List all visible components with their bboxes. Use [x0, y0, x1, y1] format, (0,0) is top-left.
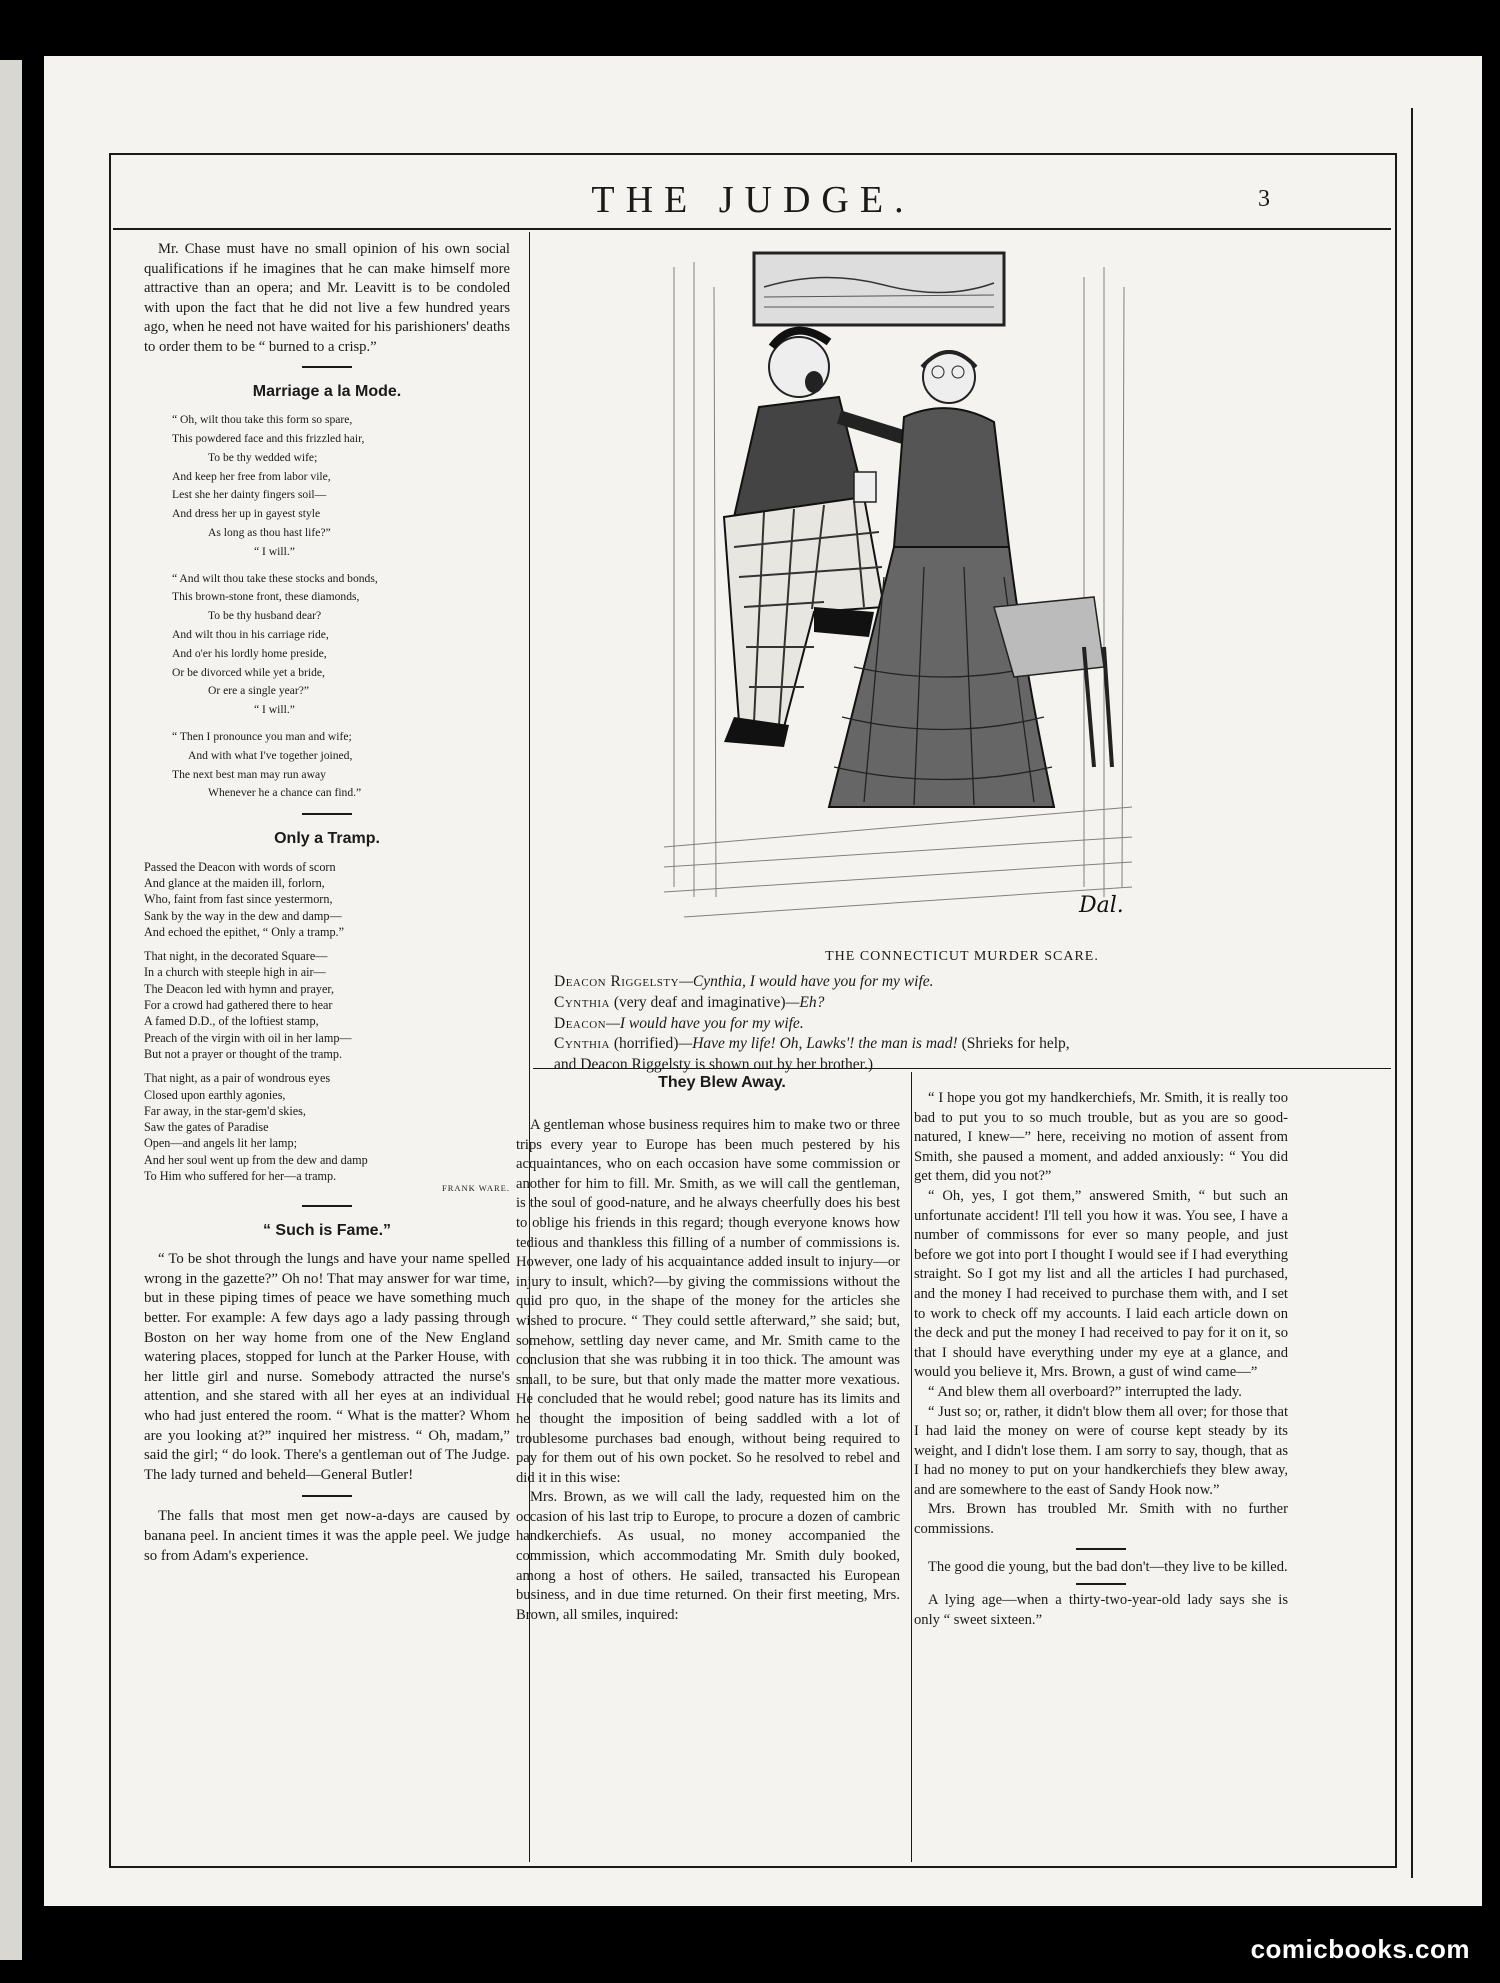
speech: —I would have you for my wife.	[606, 1014, 804, 1032]
poem-line: A famed D.D., of the loftiest stamp,	[144, 1014, 319, 1029]
article-body: “ And blew them all overboard?” interrupted the lady.	[928, 1383, 1242, 1400]
speech: —Eh?	[785, 993, 825, 1011]
dialogue-line	[554, 1034, 1286, 1055]
stage-note: (horrified)	[610, 1035, 679, 1053]
poem-line: “ And wilt thou take these stocks and bonds,	[172, 571, 378, 585]
cartoon-dialogue	[554, 972, 1286, 1076]
divider	[302, 813, 352, 815]
poem-line: Whenever he a chance can find.”	[208, 786, 362, 800]
poem-line: “ I will.”	[254, 703, 295, 717]
dialogue-line	[554, 1014, 1286, 1035]
poem-line: “ I will.”	[254, 544, 295, 558]
poem-line: And o'er his lordly home preside,	[172, 646, 327, 660]
speaker: Deacon Riggelsty	[554, 973, 680, 990]
poem-line: Who, faint from fast since yestermorn,	[144, 892, 333, 907]
speaker: Cynthia	[554, 1035, 610, 1053]
poem-line: For a crowd had gathered there to hear	[144, 998, 333, 1013]
cartoon-title: THE CONNECTICUT MURDER SCARE.	[825, 949, 1099, 964]
poem-marriage	[144, 411, 510, 803]
poem-line: Open—and angels lit her lamp;	[144, 1136, 297, 1151]
dialogue-line	[554, 972, 1286, 993]
cartoon-illustration	[664, 247, 1132, 929]
wall-painting	[754, 253, 1004, 325]
poem-line: To Him who suffered for her—a tramp.	[144, 1169, 337, 1184]
poem-line: Or ere a single year?”	[208, 684, 310, 698]
watermark: comicbooks.com	[1250, 1934, 1470, 1964]
poem-line: In a church with steeple high in air—	[144, 965, 326, 980]
article-body: “ Just so; or, rather, it didn't blow them all over; for those that I had laid the money on were of course kept steady by its weight, and I didn't lose them. I am sorry to say, though, that as I had no money to put on your handkerchiefs they blew away, and are somewhere to the east of Sandy Hook now.”	[914, 1403, 1288, 1498]
article-body: The good die young, but the bad don't—they live to be killed.	[928, 1558, 1288, 1575]
poem-line: And echoed the epithet, “ Only a tramp.”	[144, 924, 345, 939]
poem-line: Far away, in the star-gem'd skies,	[144, 1103, 306, 1118]
page-edge-line	[1411, 108, 1413, 1878]
masthead: THE JUDGE.	[591, 179, 915, 221]
poem-line: And glance at the maiden ill, forlorn,	[144, 875, 325, 890]
article-body: “ Oh, yes, I got them,” answered Smith, “ but such an unfortunate accident! I'll tell you how it was. You see, I have a number of commissons for ever so many people, and just before we got into port I thought I would see if I had everything straight. So I got my list and all the articles I had purchased, and the money I had received to purchase them with, and I set to work to check off my accounts. I laid each article down on the deck and put the money I had received to pay for it on it, so that I should have everything under my eye at a glance, and would you believe it, Mrs. Brown, a gust of wind came—”	[914, 1187, 1288, 1381]
poem-line: Passed the Deacon with words of scorn	[144, 859, 336, 874]
poem-line: Closed upon earthly agonies,	[144, 1087, 286, 1102]
article-body: A lying age—when a thirty-two-year-old lady says she is only “ sweet sixteen.”	[914, 1592, 1288, 1628]
poem-line: This brown-stone front, these diamonds,	[172, 590, 360, 604]
poem-line: And dress her up in gayest style	[172, 507, 321, 521]
poem-line: To be thy husband dear?	[208, 609, 322, 623]
poem-line: As long as thou hast life?”	[208, 525, 331, 539]
stage-note: (very deaf and imaginative)	[610, 993, 786, 1011]
poem-line: To be thy wedded wife;	[208, 450, 318, 464]
facing-page-edge	[0, 60, 22, 1960]
speaker: Deacon	[554, 1014, 607, 1032]
divider	[302, 1205, 352, 1207]
divider	[302, 366, 352, 368]
article-body: The falls that most men get now-a-days are caused by banana peel. In ancient times it was the apple peel. We judge so from Adam's experience.	[144, 1508, 510, 1564]
right-column	[914, 1089, 1288, 1630]
left-column	[144, 240, 510, 1566]
poem-line: That night, in the decorated Square—	[144, 949, 328, 964]
article-title: Only a Tramp.	[274, 830, 380, 848]
poem-line: And wilt thou in his carriage ride,	[172, 627, 329, 641]
article-title: Marriage a la Mode.	[252, 382, 402, 400]
speech: —Cynthia, I would have you for my wife.	[679, 973, 934, 990]
article-body: A gentleman whose business requires him to make two or three trips every year to Europe has been much pestered by his acquaintances, who on each occasion have some commission or another for him to fill. Mr. Smith, as we will call the gentleman, is the soul of good-nature, and he always cheerfully does his best to oblige his friends in this regard; though everyone knows how tedious and thankless this filling of a number of commissions is. However, one lady of his acquaintance added insult to injury—or injury to insult, which?—by giving the commissions without the quid pro quo, in the shape of the money for the articles she wished to procure. “ They could settle afterward,” she said; but, somehow, settling day never came, and Mr. Smith came to the conclusion that she was rubbing it in too thick. The amount was small, to be sure, but that only made the matter more vexatious. He concluded that he would rebel; good nature has its limits and he thought the imposition of being saddled with a lot of troublesome purchases bad enough, without being required to pay for them out of his own pocket. So he resolved to rebel and did it in this wise:	[516, 1117, 900, 1486]
intro-paragraph: Mr. Chase must have no small opinion of his own social qualifications if he imagines that he can make himself more attractive than an opera; and Mr. Leavitt is to be condoled with upon the fact that he did not live a few hundred years ago, when he need not have waited for his parishioners' deaths to order them to be “ burned to a crisp.”	[144, 241, 510, 355]
artist-signature: Dal.	[1079, 893, 1124, 918]
poem-line: Or be divorced while yet a bride,	[172, 665, 325, 679]
speech: —Have my life! Oh, Lawks'! the man is mad!	[678, 1035, 958, 1053]
poem-line: Saw the gates of Paradise	[144, 1120, 269, 1135]
article-title: “ Such is Fame.”	[262, 1221, 392, 1239]
article-body: “ I hope you got my handkerchiefs, Mr. Smith, it is really too bad to put you to so much trouble, but as you are so good-natured, I knew—” here, receiving no motion of assent from Smith, she paused a moment, and added anxiously: “ You did get them, did you not?”	[914, 1090, 1288, 1185]
speaker: Cynthia	[554, 993, 610, 1011]
poem-line: Sank by the way in the dew and damp—	[144, 908, 342, 923]
stage-note: (Shrieks for help,	[957, 1035, 1070, 1053]
article-body: “ To be shot through the lungs and have your name spelled wrong in the gazette?” Oh no! That may answer for war time, but in these piping times of peace we have something much better. For example: A few days ago a lady passing through Boston on her way home from one of the New England watering places, stopped for lunch at the Parker House, with her little girl and nurse. Somebody attracted the nurse's attention, and she stared with all her eyes at an individual who had just entered the room. “ What is the matter? Whom are you looking at?” inquired her mistress. “ Oh, madam,” said the girl; “ do look. There's a gentleman out of The Judge. The lady turned and beheld—General Butler!	[144, 1251, 510, 1483]
poem-line: And keep her free from labor vile,	[172, 469, 331, 483]
poem-line: That night, as a pair of wondrous eyes	[144, 1071, 331, 1086]
article-title: They Blew Away.	[658, 1074, 786, 1091]
page-number: 3	[1258, 186, 1270, 212]
poem-line: And her soul went up from the dew and damp	[144, 1152, 368, 1167]
dialogue-line: and Deacon Riggelsty is shown out by her brother.)	[554, 1056, 873, 1074]
author-byline: FRANK WARE.	[442, 1183, 510, 1194]
poem-line: The next best man may run away	[172, 767, 326, 781]
poem-line: “ Then I pronounce you man and wife;	[172, 729, 352, 743]
poem-line: But not a prayer or thought of the tramp.	[144, 1046, 342, 1061]
poem-tramp	[144, 859, 510, 1197]
middle-column	[516, 1116, 900, 1625]
header-rule	[113, 228, 1391, 230]
divider	[302, 1495, 352, 1497]
poem-line: Preach of the virgin with oil in her lamp—	[144, 1030, 352, 1045]
poem-line: The Deacon led with hymn and prayer,	[144, 981, 335, 996]
divider	[1076, 1548, 1126, 1550]
article-body: Mrs. Brown, as we will call the lady, requested him on the occasion of his last trip to Europe, to procure a dozen of cambric handkerchiefs. As usual, no money accompanied the commission, which accommodating Mr. Smith duly booked, among a host of others. He sailed, transacted his European business, and in due time returned. On their first meeting, Mrs. Brown, all smiles, inquired:	[516, 1489, 900, 1623]
poem-line: Lest she her dainty fingers soil—	[172, 488, 327, 502]
dialogue-line	[554, 993, 1286, 1014]
poem-line: “ Oh, wilt thou take this form so spare,	[172, 413, 353, 427]
poem-line: This powdered face and this frizzled hair,	[172, 431, 365, 445]
column-rule	[911, 1072, 912, 1862]
poem-line: And with what I've together joined,	[188, 748, 353, 762]
divider	[1076, 1583, 1126, 1585]
article-body: Mrs. Brown has troubled Mr. Smith with no further commissions.	[914, 1501, 1288, 1538]
